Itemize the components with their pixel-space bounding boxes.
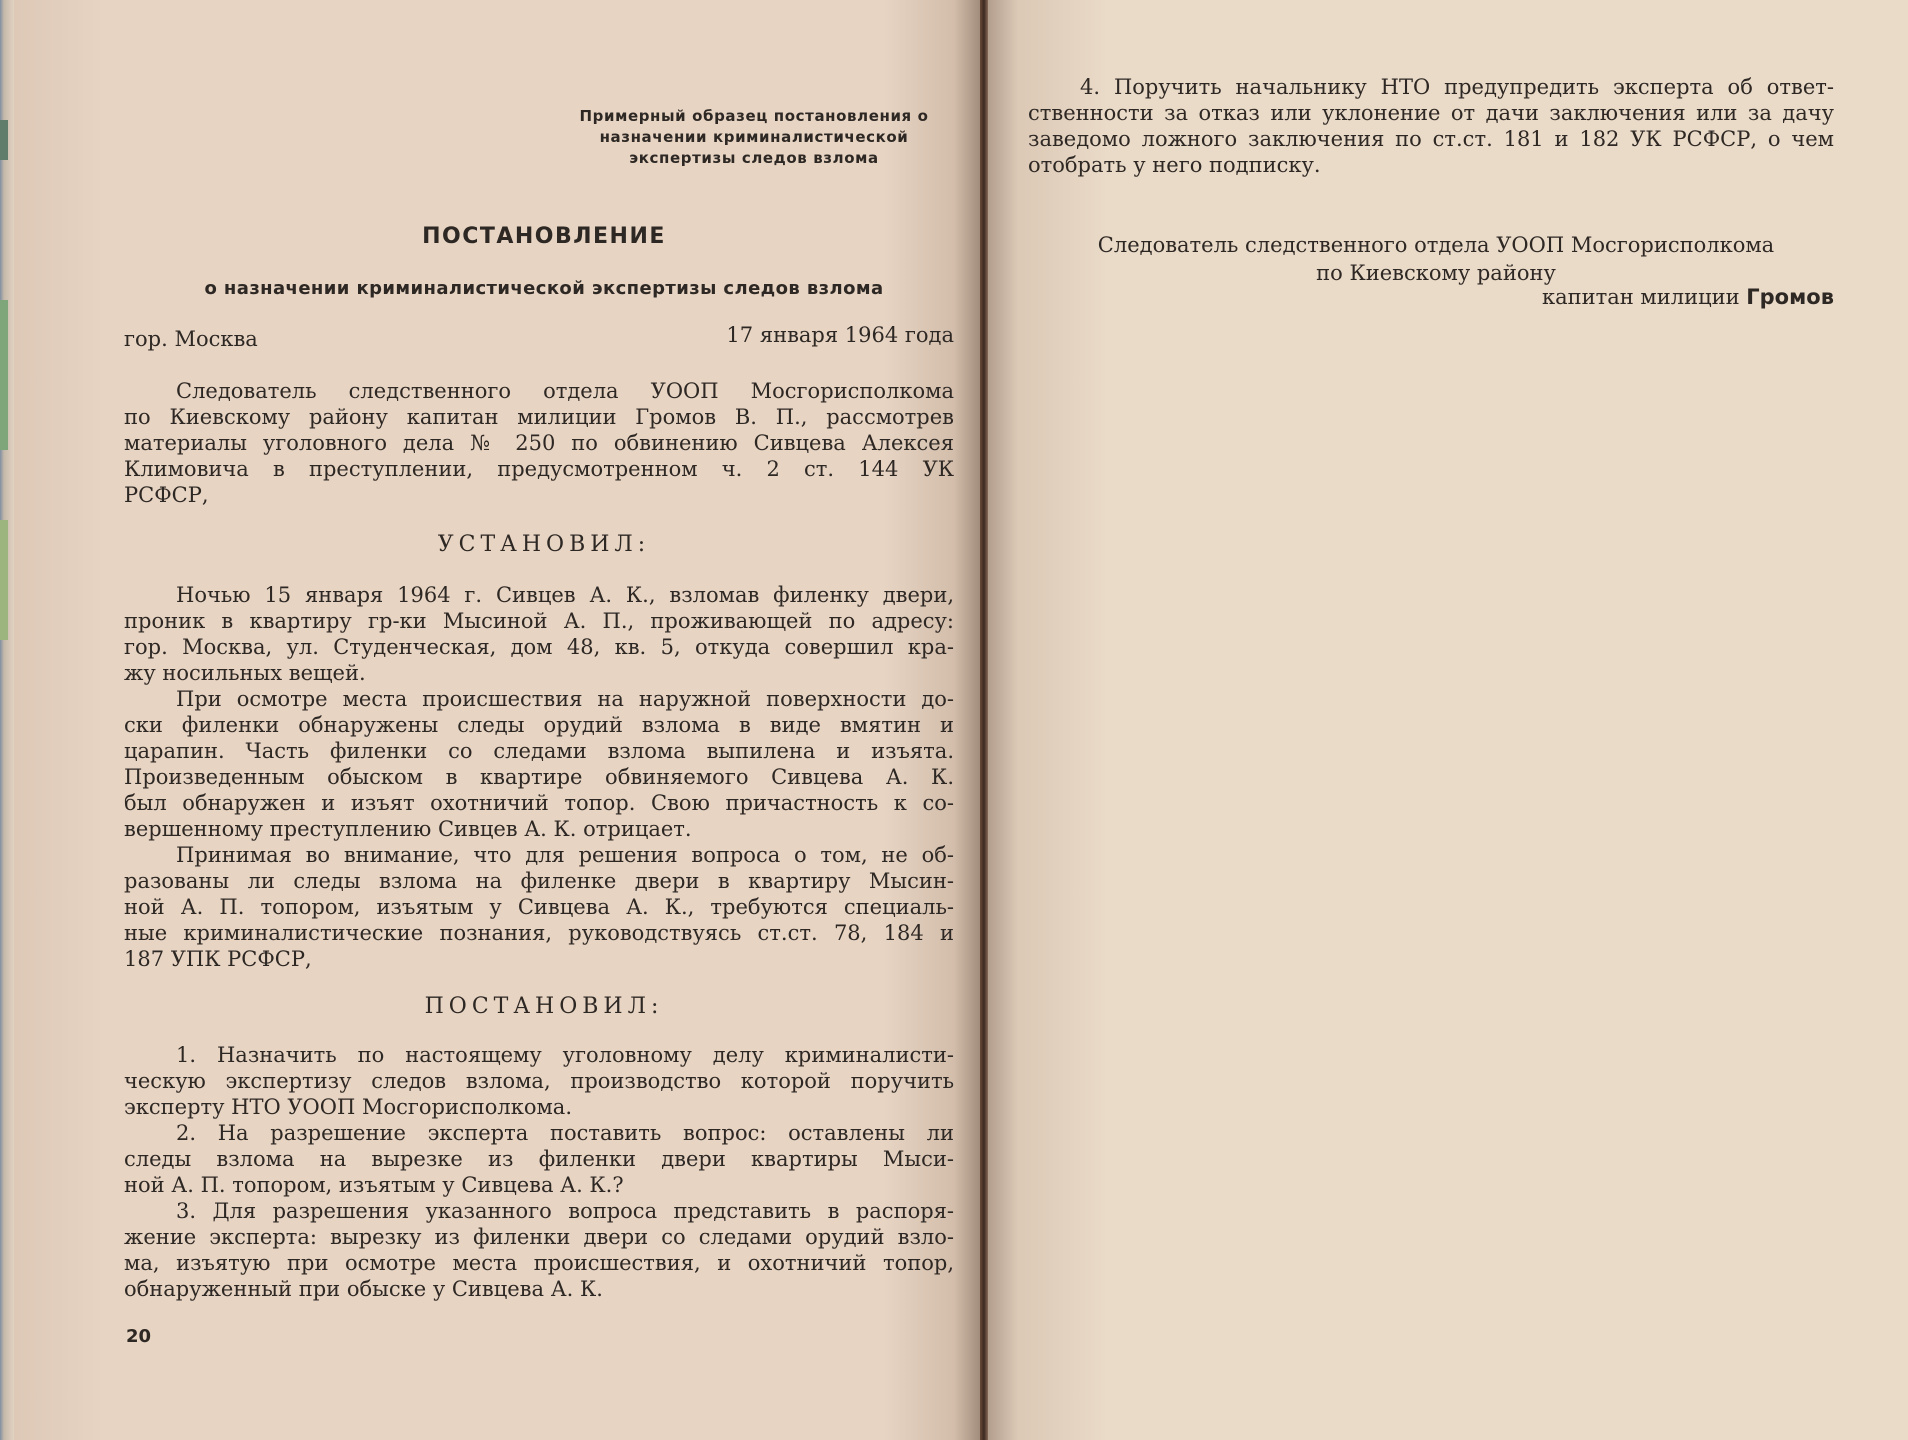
left-page: [14, 0, 982, 1440]
text-line: гор. Москва, ул. Студенческая, дом 48, кв. 5, откуда совершил кра-: [124, 635, 954, 659]
text-line: следы взлома на вырезке из филенки двери квартиры Мыси-: [124, 1147, 954, 1171]
text-line: заведомо ложного заключения по ст.ст. 181 и 182 УК РСФСР, о чем: [1028, 127, 1834, 151]
text-line: царапин. Часть филенки со следами взлома выпилена и изъята.: [124, 739, 954, 763]
caption-line: экспертизы следов взлома: [629, 149, 879, 167]
signature-name: Громов: [1746, 285, 1834, 309]
text-line: 4. Поручить начальнику НТО предупредить эксперта об ответ-: [1080, 75, 1834, 99]
text-line: Произведенным обыском в квартире обвиняемого Сивцева А. К.: [124, 765, 954, 789]
text-line: Климовича в преступлении, предусмотренном ч. 2 ст. 144 УК: [124, 457, 954, 481]
text-line: отобрать у него подписку.: [1028, 153, 1321, 177]
intro-paragraph: [124, 378, 954, 508]
text-line: 3. Для разрешения указанного вопроса представить в распоря-: [176, 1199, 954, 1223]
text-line: ски филенки обнаружены следы орудий взлома в виде вмятин и: [124, 713, 954, 737]
edge-mark: [0, 120, 8, 160]
book-spine: [980, 0, 988, 1440]
edge-mark: [0, 300, 8, 450]
signature-line-1: Следователь следственного отдела УООП Мосгорисполкома: [1097, 233, 1775, 257]
edge-mark: [0, 520, 8, 640]
resolved-item-3: [124, 1198, 954, 1302]
caption-line: Примерный образец постановления о: [579, 107, 929, 125]
heading-resolved: ПОСТАНОВИЛ:: [424, 994, 664, 1019]
text-line: эксперту НТО УООП Мосгорисполкома.: [124, 1095, 573, 1119]
text-line: При осмотре места происшествия на наружной поверхности до-: [176, 687, 954, 711]
established-paragraph-2: [124, 686, 954, 842]
place: гор. Москва: [124, 327, 258, 351]
text-line: ственности за отказ или уклонение от дачи заключения или за дачу: [1028, 101, 1834, 125]
right-page: [988, 0, 1908, 1440]
resolved-item-4: [1028, 74, 1834, 178]
book-edge: [0, 0, 14, 1440]
text-line: ческую экспертизу следов взлома, производство которой поручить: [124, 1069, 954, 1093]
text-line: ма, изъятую при осмотре места происшествия, и охотничий топор,: [124, 1251, 954, 1275]
text-line: РСФСР,: [124, 483, 209, 507]
text-line: вершенному преступлению Сивцев А. К. отрицает.: [124, 817, 692, 841]
heading-established: УСТАНОВИЛ:: [437, 532, 651, 557]
text-line: жу носильных вещей.: [124, 661, 366, 685]
text-line: обнаруженный при обыске у Сивцева А. К.: [124, 1277, 603, 1301]
text-line: Следователь следственного отдела УООП Мосгорисполкома: [176, 379, 954, 403]
signature-rank: капитан милиции: [1541, 285, 1740, 309]
text-line: материалы уголовного дела № 250 по обвинению Сивцева Алексея: [124, 431, 954, 455]
caption-line: назначении криминалистической: [599, 128, 909, 146]
sample-caption: [544, 106, 964, 169]
text-line: 2. На разрешение эксперта поставить вопрос: оставлены ли: [176, 1121, 954, 1145]
text-line: Ночью 15 января 1964 г. Сивцев А. К., взломав филенку двери,: [176, 583, 954, 607]
resolved-item-1: [124, 1042, 954, 1120]
resolved-item-2: [124, 1120, 954, 1198]
signature-rank-line: [1288, 284, 1834, 310]
document-subtitle: о назначении криминалистической экспертизы следов взлома: [204, 278, 884, 299]
established-paragraph-1: [124, 582, 954, 686]
text-line: жение эксперта: вырезку из филенки двери со следами орудий взло-: [124, 1225, 954, 1249]
text-line: проник в квартиру гр-ки Мысиной А. П., проживающей по адресу:: [124, 609, 954, 633]
text-line: 187 УПК РСФСР,: [124, 947, 312, 971]
signature-line-2: по Киевскому району: [1316, 261, 1556, 285]
text-line: ные криминалистические познания, руководствуясь ст.ст. 78, 184 и: [124, 921, 954, 945]
text-line: ной А. П. топором, изъятым у Сивцева А. К.?: [124, 1173, 624, 1197]
text-line: по Киевскому району капитан милиции Громов В. П., рассмотрев: [124, 405, 954, 429]
established-paragraph-3: [124, 842, 954, 972]
text-line: 1. Назначить по настоящему уголовному делу криминалисти-: [176, 1043, 954, 1067]
date: 17 января 1964 года: [726, 323, 954, 347]
document-title: ПОСТАНОВЛЕНИЕ: [422, 224, 666, 249]
text-line: был обнаружен и изъят охотничий топор. Свою причастность к со-: [124, 791, 954, 815]
text-line: ной А. П. топором, изъятым у Сивцева А. К., требуются специаль-: [124, 895, 954, 919]
text-line: Принимая во внимание, что для решения вопроса о том, не об-: [176, 843, 954, 867]
text-line: разованы ли следы взлома на филенке двери в квартиру Мысин-: [124, 869, 954, 893]
page-number: 20: [126, 1326, 152, 1347]
